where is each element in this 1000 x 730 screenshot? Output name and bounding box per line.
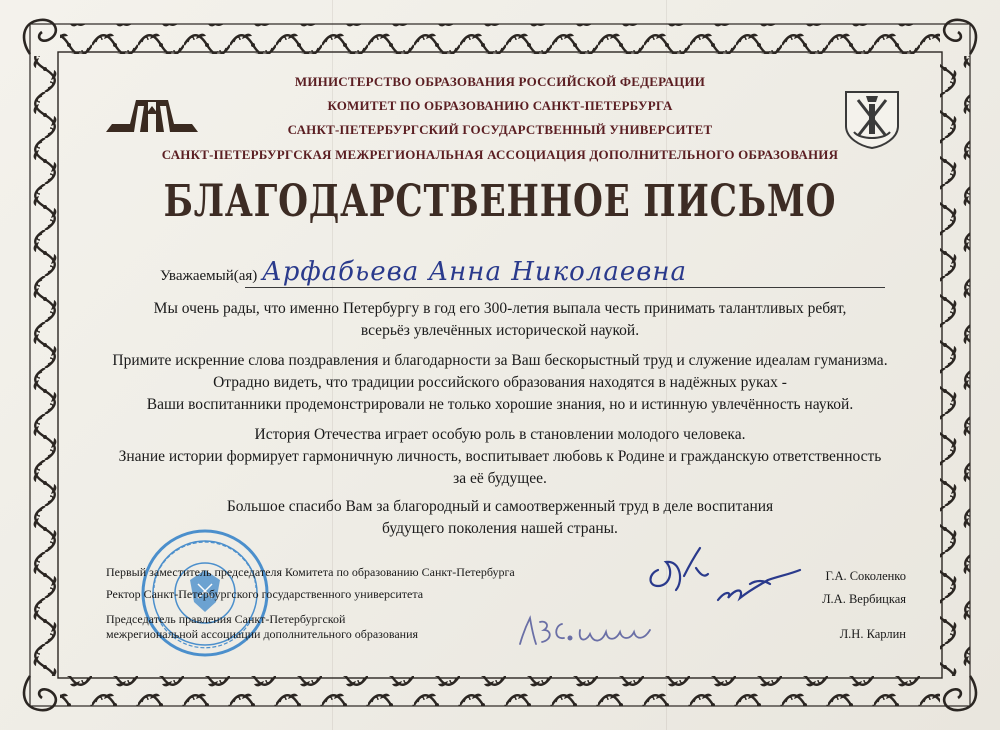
signatory-title-committee: Первый заместитель председателя Комитета по образованию Санкт-Петербурга bbox=[106, 565, 515, 579]
signatory-name-karlin: Л.Н. Карлин bbox=[839, 627, 906, 641]
paragraph-3 bbox=[80, 424, 920, 490]
signatory-title-association-line2: межрегиональной ассоциации дополнительного образования bbox=[106, 627, 419, 641]
header-committee: КОМИТЕТ ПО ОБРАЗОВАНИЮ САНКТ-ПЕТЕРБУРГА bbox=[327, 98, 673, 113]
recipient-name: Арфабьева Анна Николаевна bbox=[262, 257, 688, 287]
paragraph-line: Мы очень рады, что именно Петербургу в год его 300-летия выпала честь принимать талантливых ребят, bbox=[153, 300, 847, 317]
header-ministry: МИНИСТЕРСТВО ОБРАЗОВАНИЯ РОССИЙСКОЙ ФЕДЕРАЦИИ bbox=[294, 74, 706, 89]
paragraph-line: за её будущее. bbox=[453, 470, 547, 487]
document-title: БЛАГОДАРСТВЕННОЕ ПИСЬМО bbox=[163, 176, 837, 227]
paragraph-line: будущего поколения нашей страны. bbox=[382, 520, 618, 537]
paragraph-2 bbox=[80, 350, 920, 416]
signatory-name-verbitskaya: Л.А. Вербицкая bbox=[822, 592, 906, 606]
header-university: САНКТ-ПЕТЕРБУРГСКИЙ ГОСУДАРСТВЕННЫЙ УНИВЕРСИТЕТ bbox=[287, 122, 713, 137]
paragraph-line: Примите искренние слова поздравления и благодарности за Ваш бескорыстный труд и служение идеалам гуманизма. bbox=[112, 352, 888, 369]
paragraph-line: Знание истории формирует гармоничную личность, воспитывает любовь к Родине и гражданскую ответственность bbox=[118, 448, 882, 465]
signatory-title-rector: Ректор Санкт-Петербургского государственного университета bbox=[106, 587, 424, 601]
paragraph-line: всерьёз увлечённых исторической наукой. bbox=[360, 322, 640, 339]
paragraph-1 bbox=[80, 298, 920, 342]
header-association: САНКТ-ПЕТЕРБУРГСКАЯ МЕЖРЕГИОНАЛЬНАЯ АССОЦИАЦИЯ ДОПОЛНИТЕЛЬНОГО ОБРАЗОВАНИЯ bbox=[161, 147, 839, 162]
paragraph-line: Отрадно видеть, что традиции российского образования находятся в надёжных руках - bbox=[213, 374, 787, 391]
greeting-label: Уважаемый(ая) bbox=[160, 268, 258, 284]
paragraph-line: Большое спасибо Вам за благородный и самоотверженный труд в деле воспитания bbox=[226, 498, 774, 515]
paragraph-line: История Отечества играет особую роль в становлении молодого человека. bbox=[254, 426, 746, 443]
recipient-underline bbox=[245, 287, 885, 288]
paragraph-line: Ваши воспитанники продемонстрировали не только хорошие знания, но и истинную увлечённость наукой. bbox=[146, 396, 854, 413]
signatory-name-sokolenko: Г.А. Соколенко bbox=[825, 569, 906, 583]
signatory-title-association-line1: Председатель правления Санкт-Петербургской bbox=[106, 612, 346, 626]
handwritten-signature-icon bbox=[510, 600, 690, 660]
